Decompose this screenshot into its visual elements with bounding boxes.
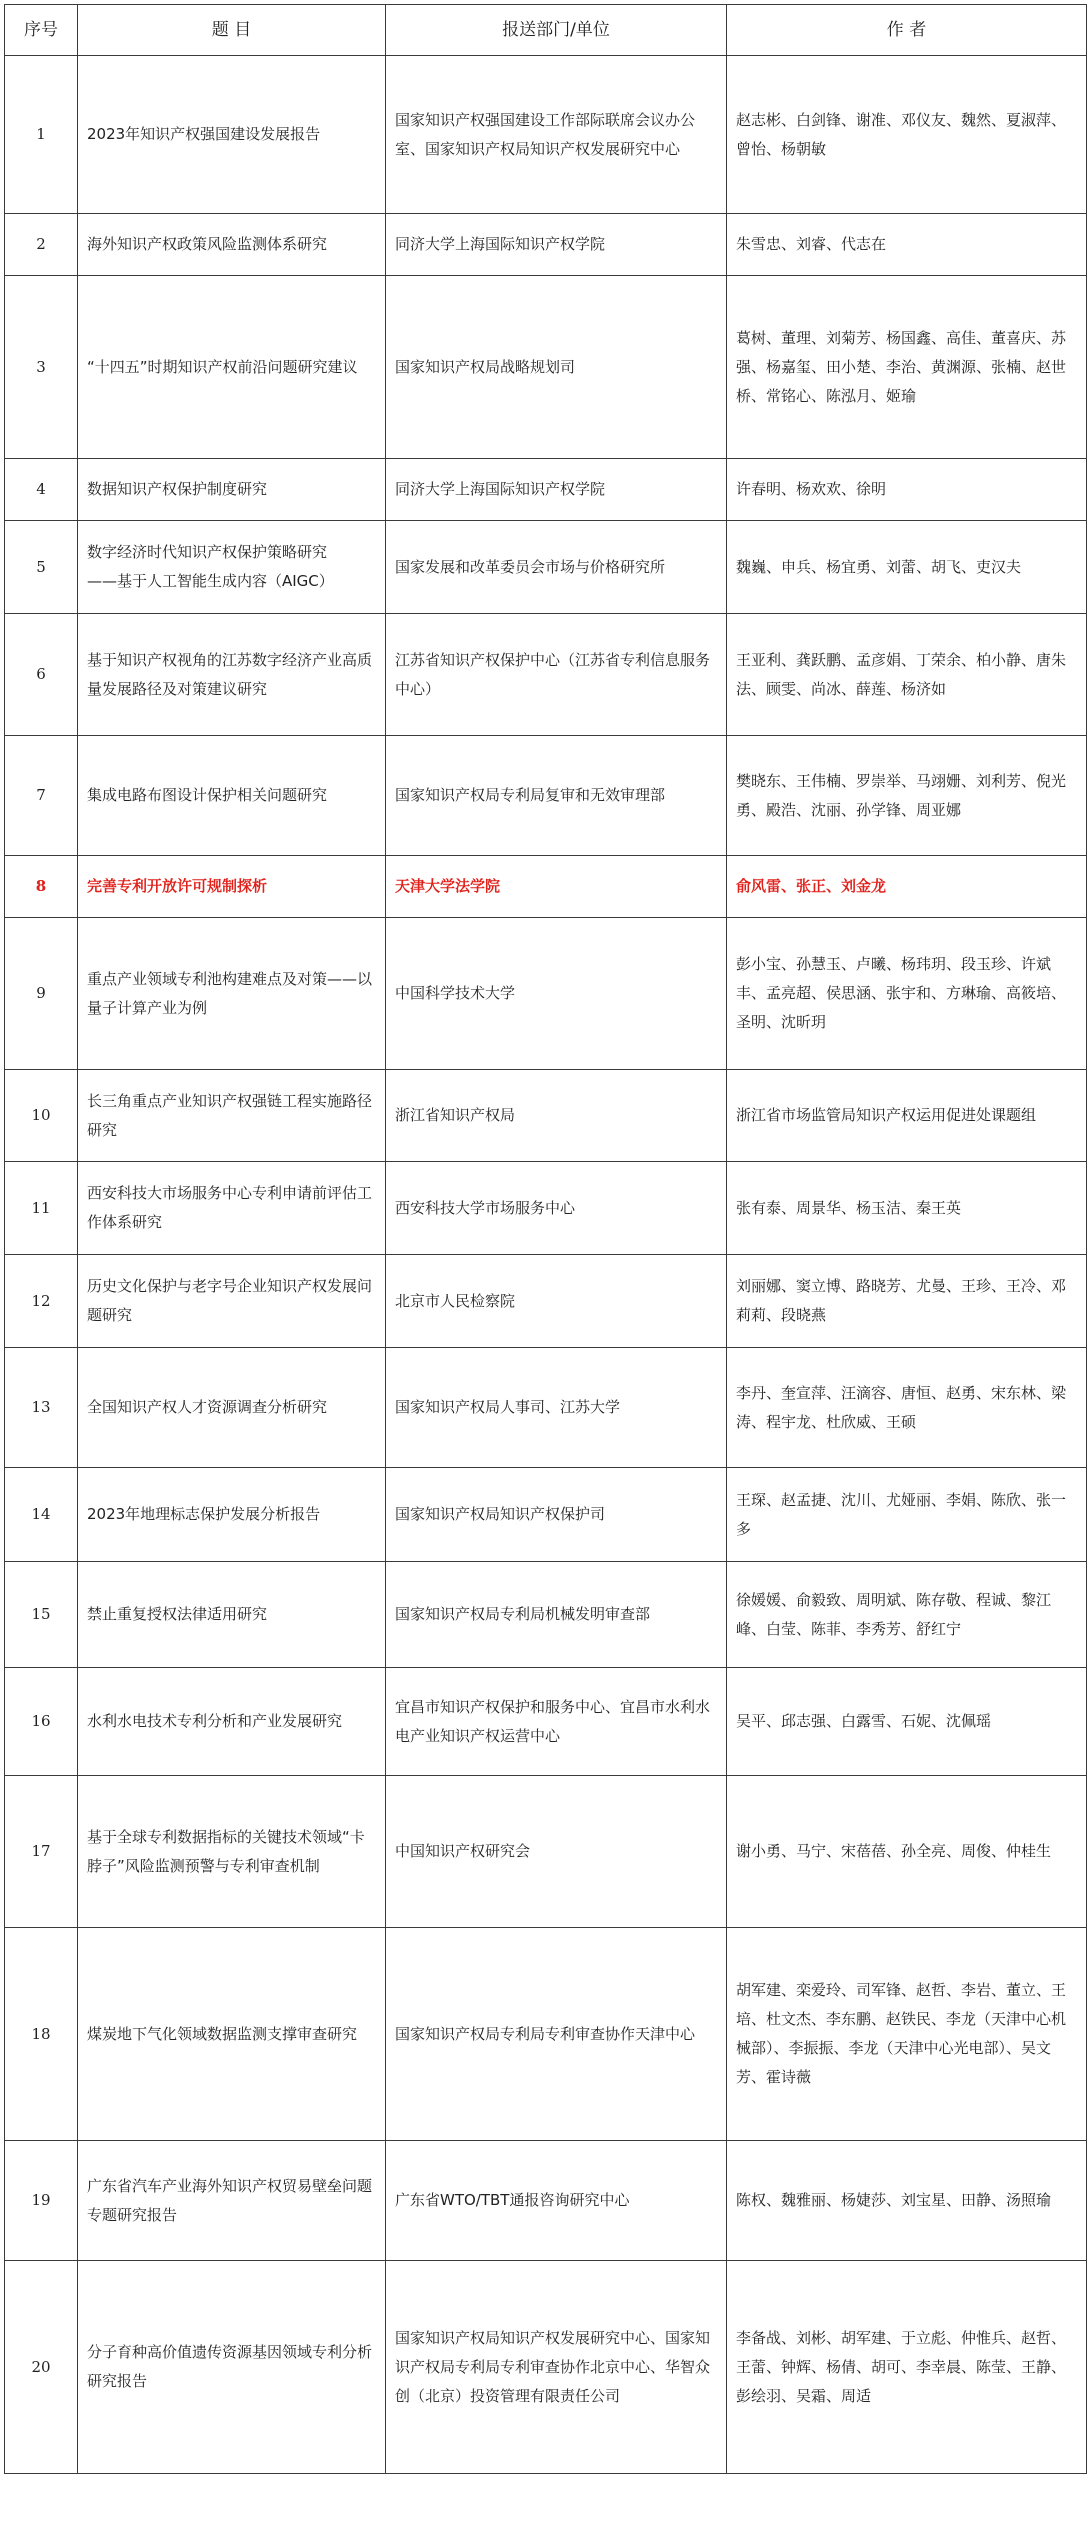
row-number-cell: 1 — [5, 56, 78, 214]
row-title-cell: 海外知识产权政策风险监测体系研究 — [78, 214, 386, 276]
table-row — [5, 1928, 1087, 2141]
row-dept-cell: 国家知识产权局知识产权保护司 — [386, 1468, 727, 1562]
row-number-cell: 10 — [5, 1070, 78, 1162]
row-dept-cell: 同济大学上海国际知识产权学院 — [386, 214, 727, 276]
row-number-cell: 5 — [5, 521, 78, 614]
row-dept-cell: 国家知识产权局专利局复审和无效审理部 — [386, 736, 727, 856]
table-row — [5, 736, 1087, 856]
table-row — [5, 2141, 1087, 2261]
row-title-cell: 西安科技大市场服务中心专利申请前评估工作体系研究 — [78, 1162, 386, 1255]
row-number-cell: 4 — [5, 459, 78, 521]
row-number-cell: 18 — [5, 1928, 78, 2141]
row-dept-cell: 国家知识产权局专利局专利审查协作天津中心 — [386, 1928, 727, 2141]
row-dept-cell: 国家知识产权局人事司、江苏大学 — [386, 1348, 727, 1468]
table-row — [5, 521, 1087, 614]
table-row — [5, 276, 1087, 459]
row-title-cell: 2023年地理标志保护发展分析报告 — [78, 1468, 386, 1562]
table-row — [5, 1776, 1087, 1928]
row-number-cell: 7 — [5, 736, 78, 856]
row-title-cell: “十四五”时期知识产权前沿问题研究建议 — [78, 276, 386, 459]
table-row — [5, 2261, 1087, 2474]
row-dept-cell: 广东省WTO/TBT通报咨询研究中心 — [386, 2141, 727, 2261]
row-authors-cell: 陈权、魏雅丽、杨婕莎、刘宝星、田静、汤照瑜 — [727, 2141, 1087, 2261]
row-authors-cell: 王亚利、龚跃鹏、孟彦娟、丁荣余、柏小静、唐朱法、顾雯、尚冰、薛莲、杨济如 — [727, 614, 1087, 736]
row-title-cell: 集成电路布图设计保护相关问题研究 — [78, 736, 386, 856]
row-dept-cell: 国家知识产权局战略规划司 — [386, 276, 727, 459]
row-number-cell: 8 — [5, 856, 78, 918]
row-dept-cell: 国家知识产权局专利局机械发明审查部 — [386, 1562, 727, 1668]
row-title-cell: 分子育种高价值遗传资源基因领域专利分析研究报告 — [78, 2261, 386, 2474]
table-body — [5, 56, 1087, 2474]
row-title-cell: 数据知识产权保护制度研究 — [78, 459, 386, 521]
row-dept-cell: 江苏省知识产权保护中心（江苏省专利信息服务中心） — [386, 614, 727, 736]
row-dept-cell: 北京市人民检察院 — [386, 1255, 727, 1348]
table-row — [5, 1162, 1087, 1255]
row-dept-cell: 同济大学上海国际知识产权学院 — [386, 459, 727, 521]
row-title-cell: 水利水电技术专利分析和产业发展研究 — [78, 1668, 386, 1776]
header-row — [5, 5, 1087, 56]
row-number-cell: 9 — [5, 918, 78, 1070]
row-number-cell: 3 — [5, 276, 78, 459]
row-authors-cell: 张有泰、周景华、杨玉洁、秦王英 — [727, 1162, 1087, 1255]
row-title-cell: 禁止重复授权法律适用研究 — [78, 1562, 386, 1668]
row-title-cell: 全国知识产权人才资源调查分析研究 — [78, 1348, 386, 1468]
row-authors-cell: 李丹、奎宣萍、汪滴容、唐恒、赵勇、宋东林、梁涛、程宇龙、杜欣威、王硕 — [727, 1348, 1087, 1468]
row-dept-cell: 国家知识产权局知识产权发展研究中心、国家知识产权局专利局专利审查协作北京中心、华智众创（北京）投资管理有限责任公司 — [386, 2261, 727, 2474]
row-dept-cell: 宜昌市知识产权保护和服务中心、宜昌市水利水电产业知识产权运营中心 — [386, 1668, 727, 1776]
row-authors-cell: 朱雪忠、刘睿、代志在 — [727, 214, 1087, 276]
table-row — [5, 856, 1087, 918]
table-row — [5, 1562, 1087, 1668]
row-title-cell: 重点产业领域专利池构建难点及对策——以量子计算产业为例 — [78, 918, 386, 1070]
row-authors-cell: 魏巍、申兵、杨宜勇、刘蕾、胡飞、吏汉夫 — [727, 521, 1087, 614]
row-number-cell: 16 — [5, 1668, 78, 1776]
table-row — [5, 1468, 1087, 1562]
row-number-cell: 15 — [5, 1562, 78, 1668]
row-number-cell: 20 — [5, 2261, 78, 2474]
row-authors-cell: 樊晓东、王伟楠、罗崇举、马翊姗、刘利芳、倪光勇、殿浩、沈丽、孙学锋、周亚娜 — [727, 736, 1087, 856]
header-dept: 报送部门/单位 — [386, 5, 727, 56]
row-title-cell: 基于全球专利数据指标的关键技术领域“卡脖子”风险监测预警与专利审查机制 — [78, 1776, 386, 1928]
row-title-cell: 历史文化保护与老字号企业知识产权发展问题研究 — [78, 1255, 386, 1348]
row-number-cell: 19 — [5, 2141, 78, 2261]
table-row — [5, 459, 1087, 521]
row-dept-cell: 西安科技大学市场服务中心 — [386, 1162, 727, 1255]
row-title-cell: 长三角重点产业知识产权强链工程实施路径研究 — [78, 1070, 386, 1162]
row-dept-cell: 中国知识产权研究会 — [386, 1776, 727, 1928]
row-title-cell: 2023年知识产权强国建设发展报告 — [78, 56, 386, 214]
row-authors-cell: 彭小宝、孙慧玉、卢曦、杨玮玥、段玉珍、许斌丰、孟亮超、侯思涵、张宇和、方琳瑜、高筱培、圣明、沈昕玥 — [727, 918, 1087, 1070]
row-dept-cell: 浙江省知识产权局 — [386, 1070, 727, 1162]
row-dept-cell: 天津大学法学院 — [386, 856, 727, 918]
row-authors-cell: 王琛、赵孟捷、沈川、尤娅丽、李娟、陈欣、张一多 — [727, 1468, 1087, 1562]
row-number-cell: 12 — [5, 1255, 78, 1348]
row-authors-cell: 葛树、董理、刘菊芳、杨国鑫、高佳、董喜庆、苏强、杨嘉玺、田小楚、李治、黄渊源、张楠、赵世桥、常铭心、陈泓月、姬瑜 — [727, 276, 1087, 459]
table-row — [5, 1668, 1087, 1776]
row-authors-cell: 谢小勇、马宁、宋蓓蓓、孙全亮、周俊、仲桂生 — [727, 1776, 1087, 1928]
row-dept-cell: 中国科学技术大学 — [386, 918, 727, 1070]
award-table — [4, 4, 1087, 2474]
row-title-cell: 煤炭地下气化领域数据监测支撑审查研究 — [78, 1928, 386, 2141]
header-title: 题 目 — [78, 5, 386, 56]
table-row — [5, 614, 1087, 736]
row-dept-cell: 国家发展和改革委员会市场与价格研究所 — [386, 521, 727, 614]
row-title-cell: 数字经济时代知识产权保护策略研究 ——基于人工智能生成内容（AIGC） — [78, 521, 386, 614]
header-authors: 作 者 — [727, 5, 1087, 56]
row-title-cell: 基于知识产权视角的江苏数字经济产业高质量发展路径及对策建议研究 — [78, 614, 386, 736]
row-number-cell: 14 — [5, 1468, 78, 1562]
table-header — [5, 5, 1087, 56]
row-number-cell: 6 — [5, 614, 78, 736]
row-authors-cell: 许春明、杨欢欢、徐明 — [727, 459, 1087, 521]
row-number-cell: 13 — [5, 1348, 78, 1468]
row-authors-cell: 浙江省市场监管局知识产权运用促进处课题组 — [727, 1070, 1087, 1162]
row-authors-cell: 吴平、邱志强、白露雪、石妮、沈佩瑶 — [727, 1668, 1087, 1776]
table-row — [5, 1348, 1087, 1468]
row-title-cell: 广东省汽车产业海外知识产权贸易壁垒问题专题研究报告 — [78, 2141, 386, 2261]
table-row — [5, 56, 1087, 214]
row-authors-cell: 刘丽娜、窦立博、路晓芳、尤曼、王珍、王冷、邓莉莉、段晓燕 — [727, 1255, 1087, 1348]
table-row — [5, 1255, 1087, 1348]
row-authors-cell: 李备战、刘彬、胡军建、于立彪、仲惟兵、赵哲、王蕾、钟辉、杨倩、胡可、李幸晨、陈莹、王静、彭绘羽、吴霜、周适 — [727, 2261, 1087, 2474]
row-authors-cell: 徐媛媛、俞毅致、周明斌、陈存敬、程诚、黎江峰、白莹、陈菲、李秀芳、舒红宁 — [727, 1562, 1087, 1668]
table-row — [5, 214, 1087, 276]
table-row — [5, 1070, 1087, 1162]
row-dept-cell: 国家知识产权强国建设工作部际联席会议办公室、国家知识产权局知识产权发展研究中心 — [386, 56, 727, 214]
row-number-cell: 17 — [5, 1776, 78, 1928]
row-authors-cell: 赵志彬、白剑锋、谢准、邓仪友、魏然、夏淑萍、曾怡、杨朝敏 — [727, 56, 1087, 214]
row-authors-cell: 胡军建、栾爱玲、司军锋、赵哲、李岩、董立、王培、杜文杰、李东鹏、赵铁民、李龙（天津中心机械部）、李振振、李龙（天津中心光电部）、吴文芳、霍诗薇 — [727, 1928, 1087, 2141]
table-row — [5, 918, 1087, 1070]
row-authors-cell: 俞风雷、张正、刘金龙 — [727, 856, 1087, 918]
row-number-cell: 11 — [5, 1162, 78, 1255]
header-num: 序号 — [5, 5, 78, 56]
row-title-cell: 完善专利开放许可规制探析 — [78, 856, 386, 918]
row-number-cell: 2 — [5, 214, 78, 276]
